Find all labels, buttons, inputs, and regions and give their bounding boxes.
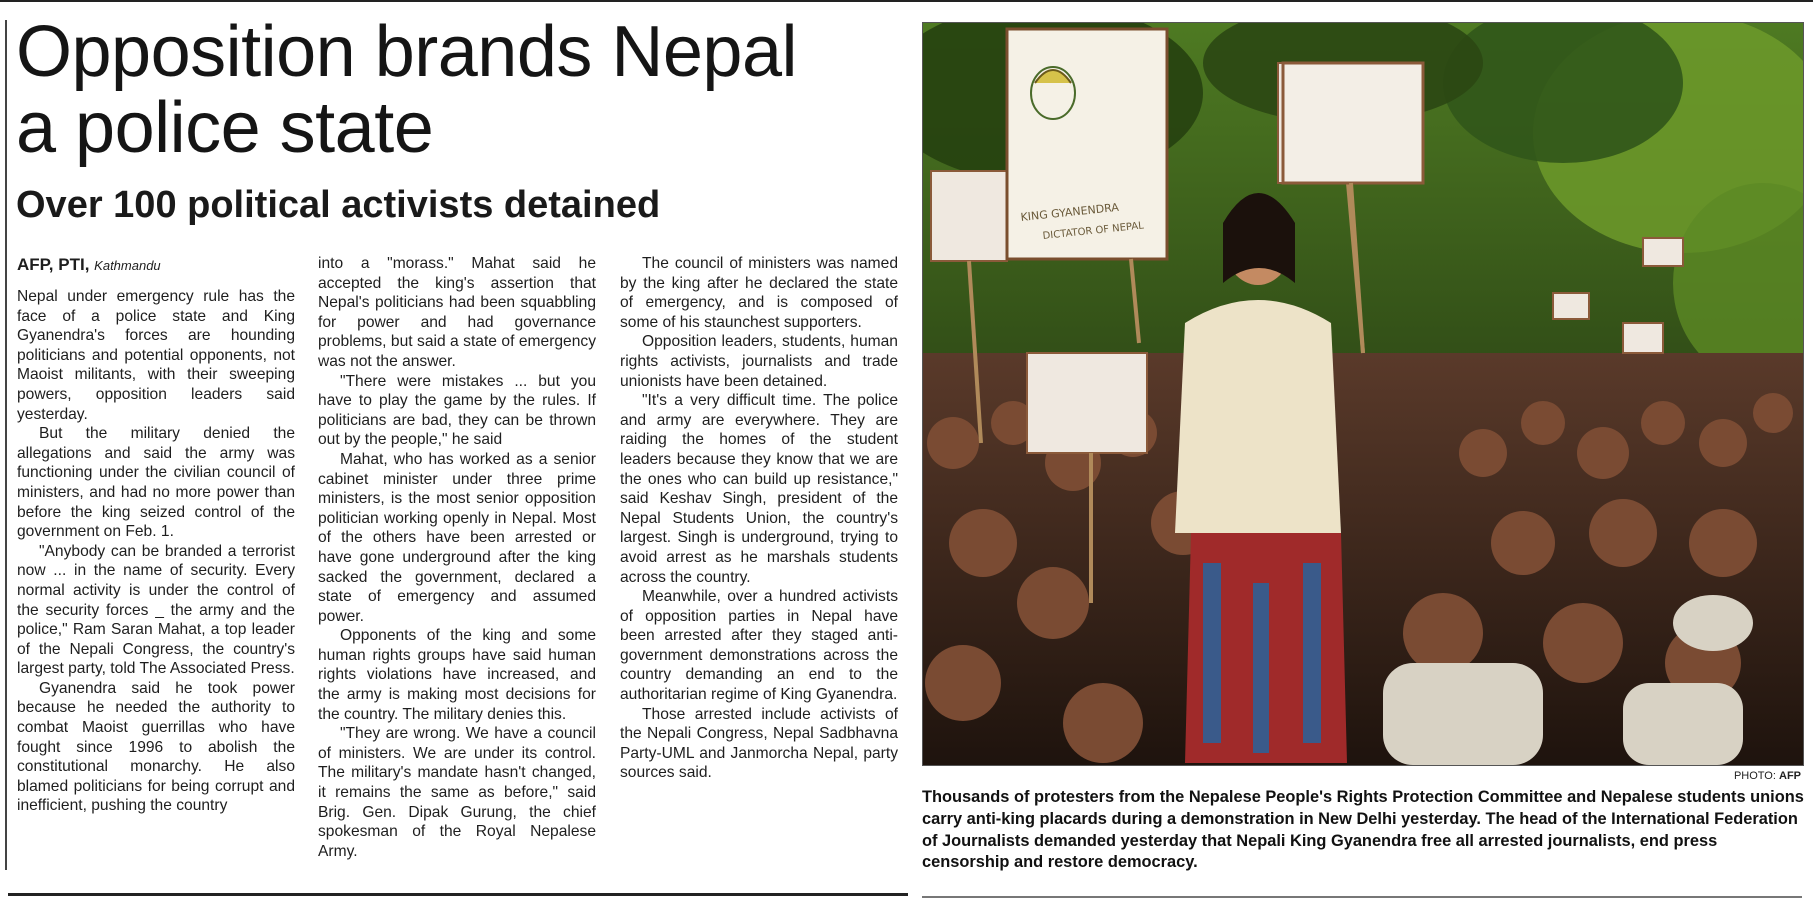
article-paragraph: Meanwhile, over a hundred activists of opposition parties in Nepal have been arrested after they staged anti-government demonstrations across the country demanding an end to the authoritarian regime of King Gyanendra. [620,588,898,704]
byline [17,254,295,277]
article-paragraph: Nepal under emergency rule has the face of a police state and King Gyanendra's forces are hounding politicians and potential opponents, not Maoist militants, with their sweeping powers, opposition leaders said yesterday. [17,288,295,423]
byline-agency: AFP, PTI, [17,255,90,274]
article-column-1 [17,254,295,816]
placard-text-line-2: DICTATOR OF NEPAL [1042,220,1145,242]
article-paragraph: Mahat, who has worked as a senior cabinet minister under three prime ministers, is the most senior opposition politician working openly in Nepal. Most of the others have been arrested or have gone underground after the king sacked the government, declared a state of emergency and assumed power. [318,450,596,625]
byline-location: Kathmandu [94,258,161,273]
headline-line-2: a police state [16,88,434,168]
article-paragraph: "There were mistakes ... but you have to play the game by the rules. If politicians are bad, they can be thrown out by the people," he said [318,372,596,449]
caption-bottom-rule [922,896,1802,898]
article-paragraph: into a "morass." Mahat said he accepted the king's assertion that Nepal's politicians had been squabbling for power and had governance problems, but said a state of emergency was not the answer. [318,255,596,370]
article-paragraph: The council of ministers was named by the king after he declared the state of emergency, and is composed of some of his staunchest supporters. [620,255,898,331]
subheadline: Over 100 political activists detained [16,184,661,226]
article-paragraph: But the military denied the allegations and said the army was functioning under the civilian council of ministers, and had no more power than before the king seized control of the government on Feb. 1. [17,425,295,541]
article-column-3 [620,254,898,783]
article-paragraph: Gyanendra said he took power because he needed the authority to combat Maoist guerrillas who have fought since 1996 to abolish the constitutional monarchy. He also blamed politicians for being corrupt and inefficient, pushing the country [17,679,295,815]
article-paragraph: "It's a very difficult time. The police and army are everywhere. They are raiding the homes of the student leaders because they know that we are the ones who can build up resistance," said Keshav Singh, president of the Nepal Students Union, the country's largest. Singh is underground, trying to avoid arrest as he marshals students across the country. [620,392,898,586]
article-paragraph: Those arrested include activists of the Nepali Congress, Nepal Sadbhavna Party-UML and Janmorcha Nepal, party sources said. [620,705,898,782]
photo-credit [1734,770,1801,782]
headline [16,14,896,166]
article-paragraph: "They are wrong. We have a council of ministers. We are under its control. The military's mandate hasn't changed, it remains the same as before," said Brig. Gen. Dipak Gurung, the chief spokesman of the Royal Nepalese Army. [318,725,596,860]
left-column-rule [5,20,7,870]
protest-photo [922,22,1804,766]
photo-credit-label: PHOTO: [1733,770,1776,782]
photo-caption: Thousands of protesters from the Nepalese People's Rights Protection Committee and Nepalese students unions carry anti-king placards during a demonstration in New Delhi yesterday. The head of the International Federation of Journalists demanded yesterday that Nepali King Gyanendra free all arrested journalists, end press censorship and restore democracy. [922,788,1804,872]
placard-text-line-1: KING GYANENDRA [1019,200,1120,224]
article-column-2 [318,254,596,861]
bottom-rule [8,893,908,896]
protest-photo-illustration [923,23,1803,765]
article-paragraph: "Anybody can be branded a terrorist now ... in the name of security. Every normal activity is under the control of the security forces _ the army and the police," Ram Saran Mahat, a top leader of the Nepali Congress, the country's largest party, told The Associated Press. [17,542,295,678]
photo-credit-source: AFP [1779,770,1801,782]
article-paragraph: Opponents of the king and some human rights groups have said human rights violations have increased, and the army is making most decisions for the country. The military denies this. [318,627,596,723]
headline-line-1: Opposition brands Nepal [16,12,797,92]
article-paragraph: Opposition leaders, students, human rights activists, journalists and trade unionists have been detained. [620,333,898,390]
top-rule [0,0,1813,2]
